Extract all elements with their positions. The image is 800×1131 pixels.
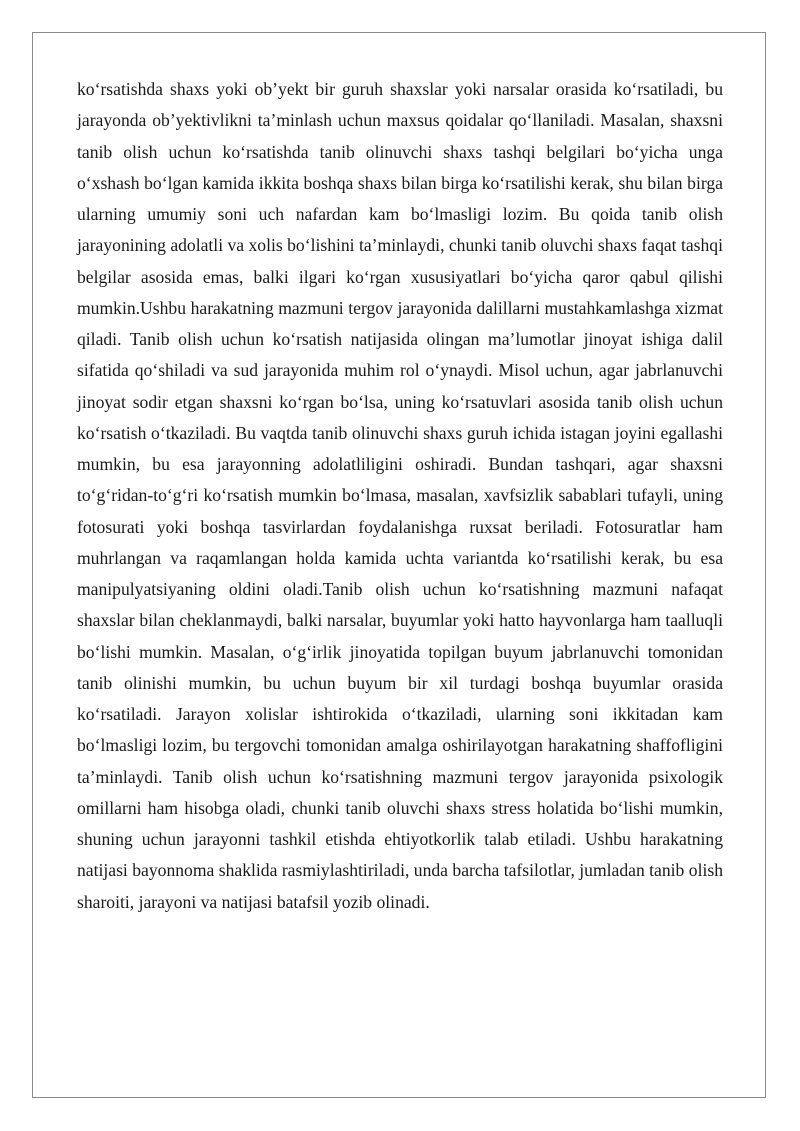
body-paragraph: ko‘rsatishda shaxs yoki ob’yekt bir guruh shaxslar yoki narsalar orasida ko‘rsatiladi, bu jarayonda ob’yektivlikni ta’minlash uchun maxsus qoidalar qo‘llaniladi. Masalan, shaxsni tanib olish uchun ko‘rsatishda tanib olinuvchi shaxs tashqi belgilari bo‘yicha unga o‘xshash bo‘lgan kamida ikkita boshqa shaxs bilan birga ko‘rsatilishi kerak, shu bilan birga ularning umumiy soni uch nafardan kam bo‘lmasligi lozim. Bu qoida tanib olish jarayonining adolatli va xolis bo‘lishini ta’minlaydi, chunki tanib oluvchi shaxs faqat tashqi belgilar asosida emas, balki ilgari ko‘rgan xususiyatlari bo‘yicha qaror qabul qilishi mumkin.Ushbu harakatning mazmuni tergov jarayonida dalillarni mustahkamlashga xizmat qiladi. Tanib olish uchun ko‘rsatish natijasida olingan ma’lumotlar jinoyat ishiga dalil sifatida qo‘shiladi va sud jarayonida muhim rol o‘ynaydi. Misol uchun, agar jabrlanuvchi jinoyat sodir etgan shaxsni ko‘rgan bo‘lsa, uning ko‘rsatuvlari asosida tanib olish uchun ko‘rsatish o‘tkaziladi. Bu vaqtda tanib olinuvchi shaxs guruh ichida istagan joyini egallashi mumkin, bu esa jarayonning adolatliligini oshiradi. Bundan tashqari, agar shaxsni to‘g‘ridan-to‘g‘ri ko‘rsatish mumkin bo‘lmasa, masalan, xavfsizlik sabablari tufayli, uning fotosurati yoki boshqa tasvirlardan foydalanishga ruxsat beriladi. Fotosuratlar ham muhrlangan va raqamlangan holda kamida uchta variantda ko‘rsatilishi kerak, bu esa manipulyatsiyaning oldini oladi.Tanib olish uchun ko‘rsatishning mazmuni nafaqat shaxslar bilan cheklanmaydi, balki narsalar, buyumlar yoki hatto hayvonlarga ham taalluqli bo‘lishi mumkin. Masalan, o‘g‘irlik jinoyatida topilgan buyum jabrlanuvchi tomonidan tanib olinishi mumkin, bu uchun buyum bir xil turdagi boshqa buyumlar orasida ko‘rsatiladi. Jarayon xolislar ishtirokida o‘tkaziladi, ularning soni ikkitadan kam bo‘lmasligi lozim, bu tergovchi tomonidan amalga oshirilayotgan harakatning shaffofligini ta’minlaydi. Tanib olish uchun ko‘rsatishning mazmuni tergov jarayonida psixologik omillarni ham hisobga oladi, chunki tanib oluvchi shaxs stress holatida bo‘lishi mumkin, shuning uchun jarayonni tashkil etishda ehtiyotkorlik talab etiladi. Ushbu harakatning natijasi bayonnoma shaklida rasmiylashtiriladi, unda barcha tafsilotlar, jumladan tanib olish sharoiti, jarayoni va natijasi batafsil yozib olinadi. (77, 79, 723, 912)
